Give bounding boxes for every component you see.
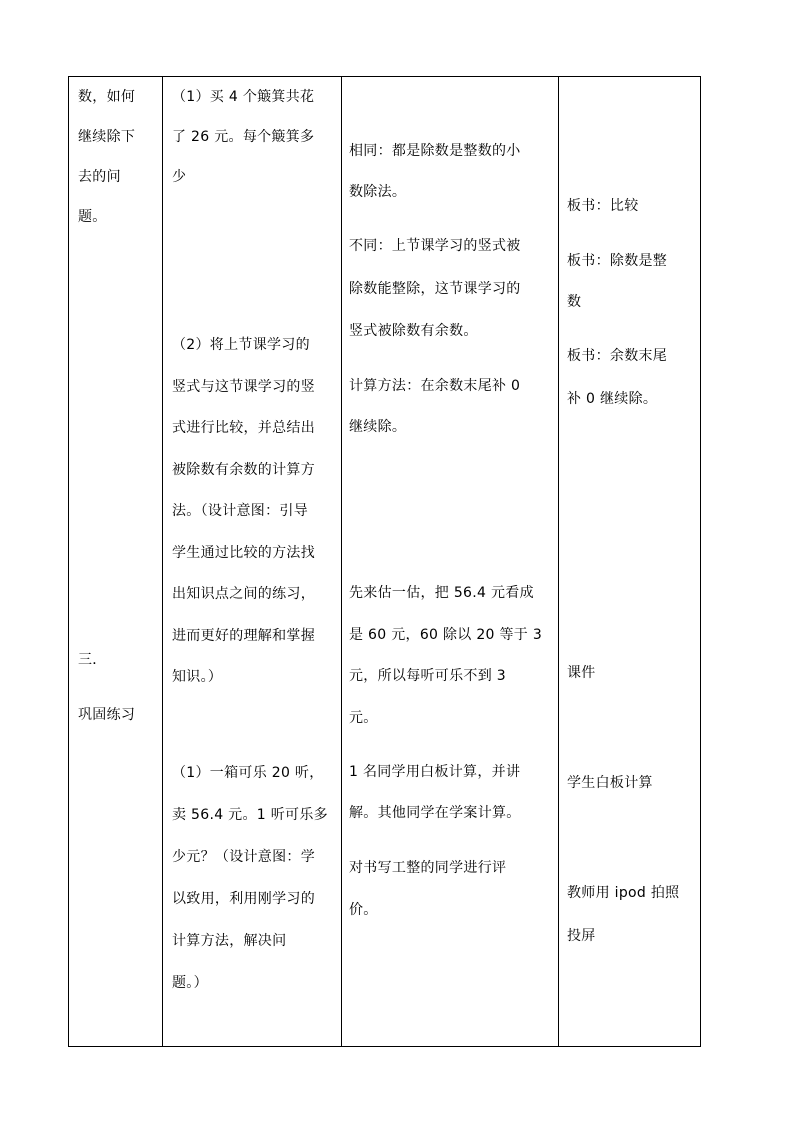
student-text-line: 继续除。 [349, 419, 407, 435]
student-column [342, 77, 559, 1047]
notes-text-line: 补 0 继续除。 [567, 391, 658, 407]
notes-text-line: 板书：比较 [567, 198, 639, 214]
activity-text-line: 被除数有余数的计算方 [172, 462, 315, 478]
student-text-line: 先来估一估，把 56.4 元看成 [349, 585, 534, 601]
activity-text-line: （1）买 4 个簸箕共花 [172, 89, 315, 105]
activity-column [163, 77, 342, 1047]
student-text-line: 价。 [349, 902, 378, 918]
student-text-line: 计算方法：在余数末尾补 0 [349, 378, 521, 394]
activity-text-line: 出知识点之间的练习， [172, 586, 315, 602]
student-text-line: 数除法。 [349, 184, 407, 200]
stage-text-line: 去的问 [78, 169, 121, 185]
notes-column [559, 77, 701, 1047]
student-text-line: 解。其他同学在学案计算。 [349, 805, 521, 821]
activity-text-line: 以致用，利用刚学习的 [172, 891, 315, 907]
activity-text-line: （2）将上节课学习的 [172, 337, 310, 353]
activity-text-line: （1）一箱可乐 20 听， [172, 765, 324, 781]
activity-text-line: 式进行比较，并总结出 [172, 420, 315, 436]
student-text-line: 相同：都是除数是整数的小 [349, 143, 521, 159]
student-text-line: 元，所以每听可乐不到 3 [349, 668, 506, 684]
notes-text-line: 投屏 [567, 928, 596, 944]
activity-text-line: 知识。） [172, 669, 223, 685]
activity-text-line: 计算方法，解决问 [172, 933, 287, 949]
section-title: 巩固练习 [78, 707, 136, 723]
notes-text-line: 教师用 ipod 拍照 [567, 885, 680, 901]
notes-text-line: 数 [567, 294, 582, 310]
stage-text-line: 数，如何 [78, 89, 136, 105]
activity-text-line: 学生通过比较的方法找 [172, 545, 315, 561]
section-number: 三． [78, 652, 107, 668]
notes-text-line: 课件 [567, 665, 596, 681]
student-text-line: 1 名同学用白板计算，并讲 [349, 764, 521, 780]
notes-text-line: 学生白板计算 [567, 775, 653, 791]
student-text-line: 不同：上节课学习的竖式被 [349, 238, 521, 254]
stage-text-line: 题。 [78, 209, 107, 225]
student-text-line: 竖式被除数有余数。 [349, 323, 478, 339]
lesson-plan-table [68, 76, 701, 1047]
student-text-line: 元。 [349, 710, 378, 726]
stage-text-line: 继续除下 [78, 129, 136, 145]
stage-column [69, 77, 163, 1047]
activity-text-line: 了 26 元。每个簸箕多 [172, 129, 315, 145]
notes-text-line: 板书：余数末尾 [567, 348, 668, 364]
student-text-line: 除数能整除，这节课学习的 [349, 281, 521, 297]
activity-text-line: 题。） [172, 975, 208, 991]
activity-text-line: 法。（设计意图：引导 [172, 503, 308, 519]
activity-text-line: 进而更好的理解和掌握 [172, 628, 315, 644]
activity-text-line: 竖式与这节课学习的竖 [172, 379, 315, 395]
activity-text-line: 少元？（设计意图：学 [172, 849, 315, 865]
table-row [69, 77, 701, 1047]
student-text-line: 对书写工整的同学进行评 [349, 860, 507, 876]
activity-text-line: 卖 56.4 元。1 听可乐多 [172, 807, 328, 823]
activity-text-line: 少 [172, 169, 187, 185]
notes-text-line: 板书：除数是整 [567, 253, 668, 269]
student-text-line: 是 60 元，60 除以 20 等于 3 [349, 627, 543, 643]
